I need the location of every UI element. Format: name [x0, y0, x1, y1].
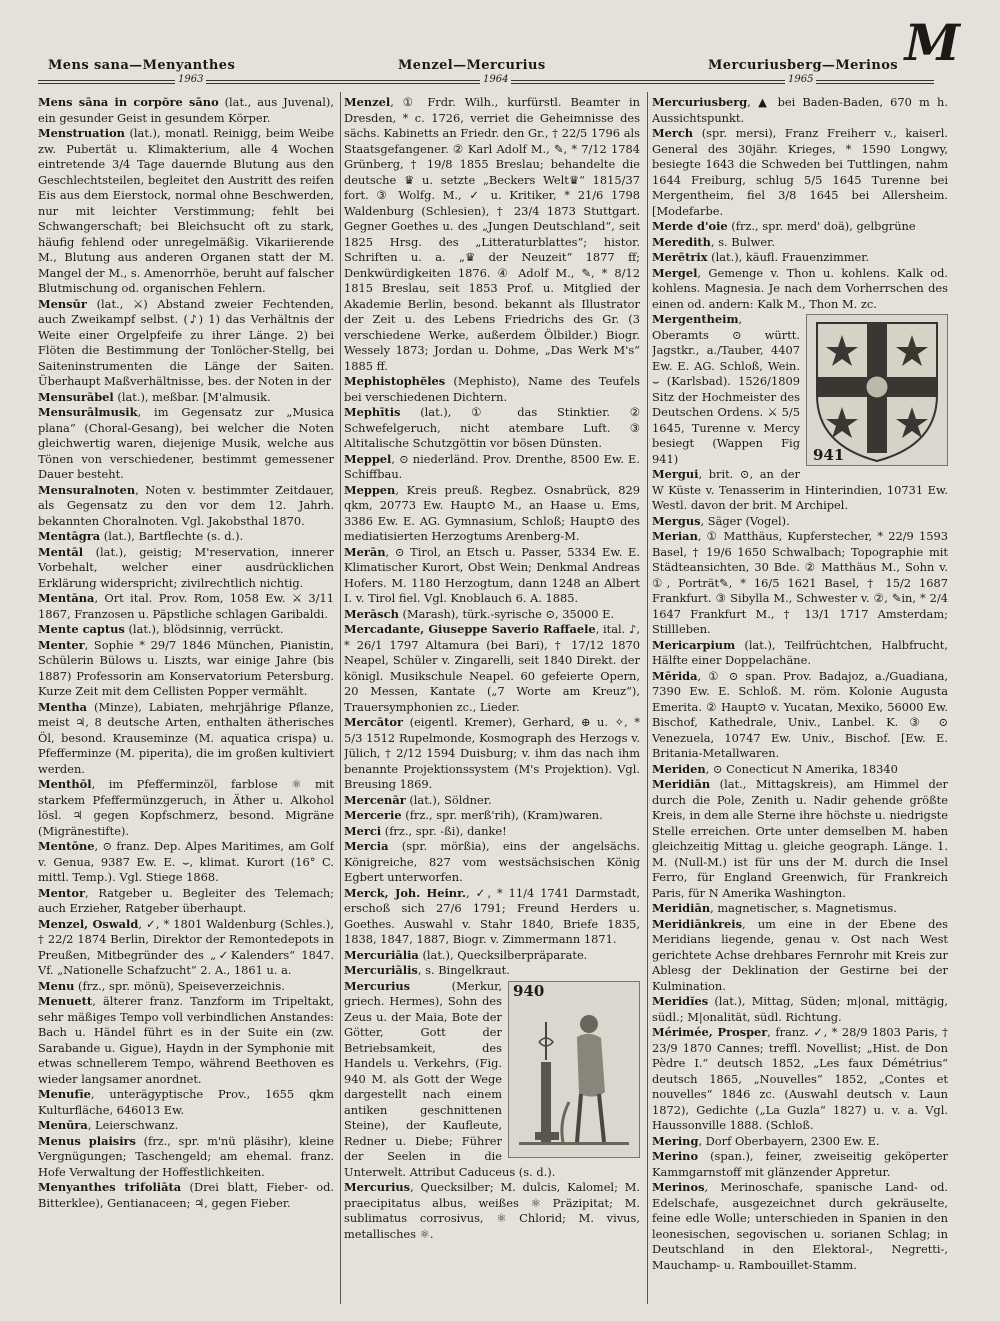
- entry-definition: (frz., spr. -ßi), danke!: [381, 823, 507, 838]
- dictionary-entry: [38, 390, 334, 406]
- dictionary-entry: [38, 126, 334, 297]
- dictionary-entry: [652, 529, 948, 638]
- entry-headword: Merāsch: [344, 606, 399, 621]
- dictionary-entry: [652, 1134, 948, 1150]
- entry-headword: Merān: [344, 544, 386, 559]
- entry-headword: Menstruation: [38, 126, 125, 140]
- entry-definition: , älterer franz. Tanzform im Tripeltakt, sehr mäßiges Tempo voll verbindlichen Anstandes: Bach u. Händel führt es in der Suite ein (zw. Sarabande u. Gigue), Haydn in der Symphonie mit etwas schnellerem Tempo, während Beethoven es wieder langsamer anordnet.: [38, 994, 334, 1086]
- entry-definition: (lat.), Söldner.: [405, 792, 492, 807]
- entry-definition: (lat.), ① das Stinktier. ② Schwefelgeruch, nicht atembare Luft. ③ Altitalische Schutzgöttin vor bösen Dünsten.: [344, 405, 640, 450]
- dictionary-entry: [344, 374, 640, 405]
- entry-headword: Meridĭes: [652, 994, 709, 1008]
- entry-definition: , Ort ital. Prov. Rom, 1058 Ew. ⚔ 3/11 1867, Franzosen u. Päpstliche schlagen Garibaldi.: [38, 591, 334, 621]
- entry-headword: Merck, Joh. Heinr.: [344, 885, 467, 900]
- page-number-left: 1963: [175, 74, 206, 85]
- entry-headword: Mentōne: [38, 839, 95, 853]
- entry-definition: , ① ⊙ span. Prov. Badajoz, a./Guadiana, 7390 Ew. E. Schloß. M. röm. Kolonie Augusta Emerita. ② Haupt⊙ v. Yucatan, Mexiko, 56000 Ew. Bischof, Kathedrale, Univ., Lanbel. K. ③ ⊙ Venezuela, 10747 Ew. Univ., Bischof. [Ew. E. Britania-Metallwaren.: [652, 668, 948, 760]
- entry-headword: Mephistophĕles: [344, 374, 446, 388]
- dictionary-entry: [38, 529, 334, 545]
- entry-headword: Menufīe: [38, 1087, 91, 1101]
- dictionary-entry: [652, 467, 948, 514]
- dictionary-entry: [38, 1180, 334, 1211]
- entry-headword: Mercuriālia: [344, 947, 419, 962]
- entry-headword: Menus plaisirs: [38, 1133, 136, 1148]
- dictionary-entry: [652, 1180, 948, 1273]
- dictionary-entry: [344, 1180, 640, 1242]
- entry-definition: , Säger (Vogel).: [700, 513, 790, 528]
- entry-headword: Mericarpium: [652, 637, 736, 652]
- entry-headword: Mentāna: [38, 591, 95, 605]
- entry-headword: Mercadante, Giuseppe Saverio Raffaele: [344, 622, 596, 636]
- entry-headword: Mergel: [652, 265, 698, 280]
- entry-headword: Merian: [652, 529, 698, 543]
- entry-headword: Meriden: [652, 761, 706, 776]
- dictionary-entry: [38, 839, 334, 886]
- entry-headword: Mente captus: [38, 622, 125, 636]
- entry-definition: , ✓, * 1801 Waldenburg (Schles.), † 22/2 1874 Berlin, Direktor der Remontedepots in Preußen, Mitbegründer des „✓Kalenders“ 1847. Vf. „Nationelle Schafzucht“ 2. A., 1861 u. a.: [38, 916, 334, 977]
- entry-headword: Mentāgra: [38, 529, 101, 543]
- entry-definition: , Ratgeber u. Begleiter des Telemach; auch Erzieher, Ratgeber überhaupt.: [38, 885, 334, 915]
- entry-headword: Mensurābel: [38, 389, 114, 404]
- entry-headword: Merde d'oie: [652, 219, 728, 233]
- entry-definition: (frz., spr. m'nü pläsihr), kleine Vergnügungen; Taschengeld; am ehemal. franz. Hofe Verwaltung der Hoffestlichkeiten.: [38, 1133, 334, 1179]
- entry-headword: Meridiān: [652, 901, 711, 915]
- left-running-head: Mens sana—Menyanthes: [48, 58, 236, 73]
- entry-headword: Mercurius: [344, 1180, 411, 1194]
- dictionary-entry: [652, 95, 948, 126]
- dictionary-entry: [652, 250, 948, 266]
- entry-definition: (Drei blatt, Fieber- od. Bitterklee), Gentianaceen; ♃, gegen Fieber.: [38, 1180, 334, 1210]
- dictionary-entry: [652, 266, 948, 313]
- dictionary-entry: [652, 669, 948, 762]
- entry-definition: (lat.), Mittag, Süden; m|onal, mittägig, südl.; M|onalität, südl. Richtung.: [652, 994, 948, 1024]
- entry-definition: , ⊙ Tirol, an Etsch u. Passer, 5334 Ew. E. Klimatischer Kurort, Obst Wein; Denkmal Andreas Hofers. M. 1180 Herzogtum, dann 1248 an Albert I. v. Tirol fiel. Vgl. Knoblauch 6. A. 1885.: [344, 544, 640, 605]
- dictionary-entry: [38, 1087, 334, 1118]
- entry-definition: , ital. ♪, * 26/1 1797 Altamura (bei Bari), † 17/12 1870 Neapel, Schüler v. Zingarelli, seit 1840 Direkt. der königl. Musikschule Neapel. 60 gefeierte Opern, 20 Messen, Kantate („7 Worte am Kreuz“), Trauersymphonien zc., Lieder.: [344, 622, 640, 714]
- entry-definition: , Oberamts ⊙ württ. Jagstkr., a./Tauber, 4407 Ew. E. AG. Schloß, Wein. ⌣ (Karlsbad). 1526/1809 Sitz der Hochmeister des Deutschen Ordens. ⚔ 5/5 1645, Turenne v. Mercy besiegt (Wappen Fig 941): [652, 312, 800, 466]
- dictionary-entry: [38, 777, 334, 839]
- entry-definition: (lat., ⚔) Abstand zweier Fechtenden, auch Zweikampf selbst. (♪) 1) das Verhältnis der Weite einer Orgelpfeife zu ihrer Länge. 2) bei Flöten die Bestimmung der Tonlöcher-Stellg, bei Saiteninstrumenten die Länge der Saiten. Überhaupt Maßverhältnisse, bes. der Noten in der: [38, 296, 334, 388]
- dictionary-entry: [652, 1025, 948, 1134]
- dictionary-entry: [38, 917, 334, 979]
- dictionary-entry: [652, 638, 948, 669]
- entry-headword: Menūra: [38, 1118, 88, 1132]
- entry-definition: (lat.), meßbar. [M'almusik.: [113, 389, 271, 404]
- column-right: [652, 95, 948, 1307]
- entry-definition: (eigentl. Kremer), Gerhard, ⊕ u. ✧, * 5/3 1512 Rupelmonde, Kosmograph des Herzogs v. Jülich, † 2/12 1594 Duisburg; v. ihm das nach ihm benannte Projektionssystem (M's Projektion). Vgl. Breusing 1869.: [344, 715, 640, 791]
- entry-definition: (lat.), Teilfrüchtchen, Halbfrucht, Hälfte einer Doppelachäne.: [652, 637, 948, 667]
- dictionary-entry: [344, 452, 640, 483]
- entry-headword: Mergui: [652, 467, 699, 481]
- entry-definition: , im Pfefferminzöl, farblose ⚛ mit starkem Pfeffermünzgeruch, in Äther u. Alkohol lösl. ♃ gegen Kopfschmerz, besond. Migräne (Migränestifte).: [38, 777, 334, 838]
- entry-definition: (spr. mersi), Franz Freiherr v., kaiserl. General des 30jähr. Krieges, * 1590 Longwy, besiegte 1643 die Schweden bei Tuttlingen, nahm 1644 Freiburg, schlug 5/5 1645 Turenne bei Mergentheim, fiel 3/8 1645 bei Allersheim. [Modefarbe.: [652, 126, 948, 218]
- entry-headword: Menuett: [38, 994, 93, 1008]
- mercury-figure: [508, 981, 640, 1158]
- entry-headword: Merētrix: [652, 250, 708, 264]
- entry-headword: Menyanthes trifoliāta: [38, 1180, 182, 1194]
- entry-definition: (lat.), Bartflechte (s. d.).: [100, 529, 244, 543]
- entry-headword: Mentha: [38, 699, 88, 714]
- dictionary-entry: [38, 591, 334, 622]
- dictionary-entry: [344, 963, 640, 979]
- entry-headword: Meppen: [344, 482, 396, 497]
- entry-headword: Merinos: [652, 1180, 705, 1194]
- entry-definition: (lat.), Quecksilberpräparate.: [418, 947, 588, 962]
- dictionary-entry: [652, 219, 948, 235]
- entry-definition: (lat., Mittagskreis), am Himmel der durch die Pole, Zenith u. Nadir gehende größte Kreis, in dem alle Sterne ihre höchste u. niedrigste Stelle erreichen. Orte unter demselben M. haben gleichzeitig Mittag u. gleiche geograph. Länge. 1. M. (Null-M.) ist für uns der M. durch die Insel Ferro, für England Greenwich, für Frankreich Paris, für N Amerika Washington.: [652, 777, 948, 900]
- entry-definition: , s. Bulwer.: [710, 234, 775, 249]
- entry-headword: Mercenār: [344, 792, 406, 807]
- page-number-middle: 1964: [480, 74, 511, 85]
- entry-headword: Meridiānkreis: [652, 916, 743, 931]
- dictionary-entry: [344, 839, 640, 886]
- middle-running-head: Menzel—Mercurius: [398, 58, 546, 73]
- entry-definition: (frz., spr. merß'rih), (Kram)waren.: [401, 808, 603, 822]
- entry-headword: Merci: [344, 823, 382, 838]
- entry-headword: Meridiān: [652, 777, 711, 791]
- dictionary-entry: [38, 405, 334, 483]
- entry-headword: Mercuriusberg: [652, 95, 748, 109]
- right-running-head: Mercuriusberg—Merinos: [708, 58, 899, 73]
- entry-headword: Mercuriālis: [344, 963, 418, 977]
- entry-headword: Mentāl: [38, 544, 84, 559]
- entry-headword: Merino: [652, 1149, 699, 1163]
- dictionary-entry: [652, 777, 948, 901]
- entry-definition: (frz., spr. merd' doä), gelbgrüne: [727, 219, 916, 233]
- dictionary-entry: [652, 235, 948, 251]
- dictionary-entry: [38, 95, 334, 126]
- entry-definition: , ⊙ Conecticut N Amerika, 18340: [705, 761, 898, 776]
- entry-definition: (spr. mörßia), eins der angelsächs. Königreiche, 827 vom westsächsischen König Egbert unterworfen.: [344, 839, 640, 884]
- entry-definition: , Gemenge v. Thon u. kohlens. Kalk od. kohlens. Magnesia. Je nach dem Vorherrschen des einen od. andern: Kalk M., Thon M. zc.: [652, 265, 948, 311]
- dictionary-entry: [38, 1118, 334, 1134]
- entry-definition: (Minze), Labiaten, mehrjährige Pflanze, meist ♃, 8 deutsche Arten, enthalten ätherisches Öl, besond. Krauseminze (M. aquatica crispa) u. Pfefferminze (M. piperita), die im großen kultiviert werden.: [38, 699, 334, 776]
- entry-headword: Mensūr: [38, 296, 87, 311]
- entry-definition: , magnetischer, s. Magnetismus.: [710, 901, 897, 915]
- entry-definition: , im Gegensatz zur „Musica plana“ (Choral-Gesang), bei welcher die Noten gleichwertig waren, diejenige Musik, welche aus Tönen von verschiedener, bestimmt gemessener Dauer besteht.: [38, 405, 334, 481]
- entry-definition: , brit. ⊙, an der W Küste v. Tenasserim in Hinterindien, 10731 Ew. Westl. davon der brit. M Archipel.: [652, 467, 948, 512]
- dictionary-entry: [652, 901, 948, 917]
- entry-definition: , Kreis preuß. Regbez. Osnabrück, 829 qkm, 20773 Ew. Haupt⊙ M., an Haase u. Ems, 3386 Ew. E. AG. Gymnasium, Schloß; Haupt⊙ des mediatisierten Herzogtums Arenberg-M.: [344, 482, 640, 543]
- figure-number: 940: [513, 981, 545, 1000]
- entry-headword: Mergus: [652, 513, 701, 528]
- dictionary-entry: [652, 917, 948, 995]
- column-divider: [340, 92, 341, 1304]
- entry-headword: Mērida: [652, 668, 698, 683]
- coat-of-arms-figure: [806, 314, 948, 466]
- dictionary-entry: [38, 700, 334, 778]
- entry-definition: , unterägyptische Prov., 1655 qkm Kulturfläche, 646013 Ew.: [38, 1087, 334, 1117]
- section-letter: M: [904, 13, 960, 72]
- entry-definition: , um eine in der Ebene des Meridians liegende, genau v. Ost nach West gerichtete Achse drehbares Fernrohr mit Kreis zur Ablesg der Deklination der Gestirne bei der Kulmination.: [652, 916, 948, 993]
- entry-headword: Menter: [38, 637, 85, 652]
- entry-definition: , Sophie * 29/7 1846 München, Pianistin, Schülerin Bülows u. Liszts, war einige Jahre (bis 1887) Professorin am Konservatorium Petersburg. Kurze Zeit mit dem Cellisten Popper vermählt.: [38, 637, 334, 698]
- dictionary-entry: [652, 126, 948, 219]
- dictionary-entry: [38, 622, 334, 638]
- entry-definition: (lat.), käufl. Frauenzimmer.: [707, 250, 870, 264]
- entry-definition: , franz. ✓, * 28/9 1803 Paris, † 23/9 1870 Cannes; treffl. Novellist; „Hist. de Don Pèdre I.“ deutsch 1852, „Les faux Démétrius“ deutsch 1865, „Nouvelles“ 1852, „Contes et nouvelles“ 1846 zc. (Auswahl deutsch v. Laun 1872), Gedichte („La Guzla“ 1827) u. v. a. Vgl. Haussonville 1888. (Schloß.: [652, 1025, 948, 1132]
- dictionary-entry: [652, 994, 948, 1025]
- entry-headword: Mérimée, Prosper: [652, 1025, 768, 1039]
- entry-definition: (lat.), monatl. Reinigg, beim Weibe zw. Pubertät u. Klimakterium, alle 4 Wochen eintretende 3/4 Tage dauernde Blutung aus den Geschlechtsteilen, begleitet den Austritt des reifen Eis aus dem Eierstock, normal ohne Beschwerden, nur mit leichter Verstimmung; fehlt bei Schwangerschaft; bei Bleichsucht oft zu stark, häufig fehlend oder unregelmäßig. Vikariierende M., Blutung aus anderen Organen statt der M. Mangel der M., s. Amenorrhöe, beruht auf falscher Blutmischung od. organischen Fehlern.: [38, 126, 334, 295]
- dictionary-entry: [38, 886, 334, 917]
- entry-definition: , Noten v. bestimmter Zeitdauer, als Gegensatz zu den vor dem 12. Jahrh. bekannten Choralnoten. Vgl. Jakobsthal 1870.: [38, 482, 334, 528]
- column-middle: [344, 95, 640, 1307]
- column-left: [38, 95, 334, 1307]
- dictionary-entry: [344, 808, 640, 824]
- entry-headword: Mercurius: [344, 978, 411, 993]
- entry-headword: Mercerie: [344, 808, 402, 822]
- dictionary-entry: [38, 994, 334, 1087]
- mercury-statue-illustration: [509, 982, 639, 1157]
- entry-headword: Menzel: [344, 95, 391, 109]
- entry-definition: , Quecksilber; M. dulcis, Kalomel; M. praecipitatus albus, weißes ⚛ Präzipitat; M. sublimatus corrosivus, ⚛ Chlorid; M. vivus, metallisches ⚛.: [344, 1180, 640, 1241]
- dictionary-entry: [344, 545, 640, 607]
- entry-definition: , ⊙ niederländ. Prov. Drenthe, 8500 Ew. E. Schiffbau.: [344, 451, 640, 481]
- entry-headword: Mephītis: [344, 405, 401, 419]
- entry-headword: Mens sāna in corpŏre sāno: [38, 95, 219, 109]
- entry-definition: (lat., aus Juvenal), ein gesunder Geist in gesundem Körper.: [38, 95, 334, 125]
- page-number-right: 1965: [785, 74, 816, 85]
- dictionary-entry: [38, 545, 334, 592]
- entry-headword: Mercātor: [344, 715, 404, 729]
- dictionary-entry: [344, 95, 640, 374]
- dictionary-entry: [344, 483, 640, 545]
- entry-headword: Mentor: [38, 885, 85, 900]
- dictionary-entry: [344, 622, 640, 715]
- dictionary-entry: [38, 979, 334, 995]
- dictionary-entry: [652, 514, 948, 530]
- entry-headword: Mering: [652, 1133, 699, 1148]
- entry-definition: (Mephisto), Name des Teufels bei verschiedenen Dichtern.: [344, 374, 640, 404]
- entry-definition: (Merkur, griech. Hermes), Sohn des Zeus u. der Maia, Bote der Götter, Gott der Betriebsamkeit, des Handels u. Verkehrs, (Fig. 940 M. als Gott der Wege dargestellt nach einem antiken geschnittenen Steine), der Kaufleute, Redner u. Diebe; Führer der Seelen in die Unterwelt. Attribut Caduceus (s. d.).: [344, 978, 556, 1179]
- entry-definition: , ⊙ franz. Dep. Alpes Maritimes, am Golf v. Genua, 9387 Ew. E. ⌣, klimat. Kurort (16° C. mittl. Temp.). Vgl. Stiege 1868.: [38, 839, 334, 884]
- entry-definition: (Marash), türk.-syrische ⊙, 35000 E.: [398, 606, 615, 621]
- entry-definition: , Leierschwanz.: [87, 1118, 179, 1132]
- entry-definition: , ① Frdr. Wilh., kurfürstl. Beamter in Dresden, * c. 1726, verriet die Geheimnisse des sächs. Kabinetts an Friedr. den Gr., † 22/5 1796 als Staatsgefangener. ② Karl Adolf M., ✎, * 7/12 1784 Grünberg, † 19/8 1855 Breslau; behandelte die deutsche ♛ u. setzte „Beckers Welt♛“ 1815/37 fort. ③ Wolfg. M., ✓ u. Kritiker, * 21/6 1798 Waldenburg (Schlesien), † 23/4 1873 Stuttgart. Gegner Goethes u. des „Jungen Deutschland“, seit 1825 Hrsg. des „Litteraturblattes“; histor. Schriften u. a. „♛ der Neuzeit“ 1877 ff; Denkwürdigkeiten 1876. ④ Adolf M., ✎, * 8/12 1815 Breslau, seit 1853 Prof. u. Mitglied der Akademie Berlin, besond. bekannt als Illustrator der Zeit u. des Lebens Friedrichs des Gr. (3 verschiedene Werke, außerdem Ölbilder.) Biogr. Wessely 1873; Jordan u. Dohme, „Das Werk M's“ 1885 ff.: [344, 95, 640, 373]
- entry-definition: (span.), feiner, zweiseitig geköperter Kammgarnstoff mit glänzender Appretur.: [652, 1149, 948, 1179]
- entry-headword: Menzel, Oswald: [38, 916, 139, 931]
- entry-headword: Meppel: [344, 451, 392, 466]
- entry-definition: (frz., spr. mönü), Speiseverzeichnis.: [74, 978, 285, 993]
- dictionary-entry: [344, 607, 640, 623]
- dictionary-entry: [652, 762, 948, 778]
- dictionary-entry: [38, 297, 334, 390]
- entry-definition: , Merinoschafe, spanische Land- od. Edelschafe, ausgezeichnet durch gekräuselte, feine edle Wolle; unterschieden in Spanien in den leonesischen, segovischen u. sorianen Schlag; in Deutschland in den Elektoral-, Negretti-, Mauchamp- u. Rambouillet-Stamm.: [652, 1180, 948, 1272]
- dictionary-entry: [344, 886, 640, 948]
- entry-definition: , ▲ bei Baden-Baden, 670 m h. Aussichtspunkt.: [652, 95, 948, 125]
- page-header: [38, 44, 948, 74]
- entry-headword: Merch: [652, 126, 694, 140]
- entry-headword: Mensuralnoten: [38, 482, 136, 497]
- entry-definition: , Dorf Oberbayern, 2300 Ew. E.: [698, 1133, 880, 1148]
- entry-headword: Meredith: [652, 234, 711, 249]
- dictionary-entry: [344, 715, 640, 793]
- column-divider: [647, 92, 648, 1304]
- figure-number: 941: [813, 445, 845, 464]
- entry-headword: Menu: [38, 978, 75, 993]
- coat-of-arms-illustration: [807, 315, 947, 465]
- dictionary-entry: [652, 1149, 948, 1180]
- dictionary-entry: [344, 793, 640, 809]
- entry-headword: Mergentheim: [652, 312, 739, 326]
- dictionary-entry: [344, 948, 640, 964]
- entry-definition: , ① Matthäus, Kupferstecher, * 22/9 1593 Basel, † 19/6 1650 Schwalbach; Topographie mit Städteansichten, 30 Bde. ② Matthäus M., Sohn v. ①, Porträt✎, * 16/5 1621 Basel, † 15/2 1687 Frankfurt. ③ Sibylla M., Schwester v. ②, ✎in, * 2/4 1647 Frankfurt M., † 13/1 1717 Amsterdam; Stillleben.: [652, 529, 948, 636]
- entry-headword: Mensurālmusik: [38, 405, 138, 419]
- dictionary-entry: [38, 638, 334, 700]
- entry-headword: Menthōl: [38, 777, 92, 791]
- dictionary-entry: [344, 405, 640, 452]
- dictionary-entry: [38, 483, 334, 530]
- entry-headword: Mercia: [344, 839, 389, 853]
- entry-definition: , s. Bingelkraut.: [417, 963, 510, 977]
- entry-definition: (lat.), blödsinnig, verrückt.: [124, 622, 284, 636]
- dictionary-entry: [344, 824, 640, 840]
- entry-definition: , ✓, * 11/4 1741 Darmstadt, erschoß sich 27/6 1791; Freund Herders u. Goethes. Auswahl v. Stahr 1840, Briefe 1835, 1838, 1847, 1887, Biogr. v. Zimmermann 1871.: [344, 885, 640, 946]
- dictionary-entry: [38, 1134, 334, 1181]
- entry-definition: (lat.), geistig; M'reservation, innerer Vorbehalt, welcher einer ausdrücklichen Erklärung widerspricht; zivilrechtlich nichtig.: [38, 544, 334, 590]
